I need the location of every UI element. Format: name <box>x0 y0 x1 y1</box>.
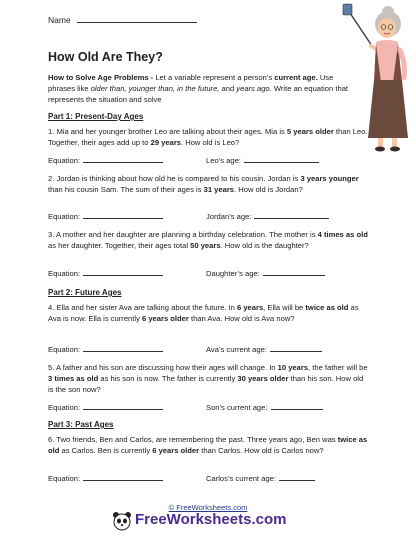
equation-line[interactable] <box>83 480 163 481</box>
question-text: . How old is the daughter? <box>220 241 309 250</box>
question-bold: 4 times as old <box>317 230 368 239</box>
name-row <box>48 15 197 25</box>
question-bold: 6 years <box>236 303 264 312</box>
question-text: than Ava. How old is Ava now? <box>188 314 295 323</box>
instructions-bold: current age. <box>274 73 318 82</box>
answer-label: Son’s current age: <box>206 403 268 412</box>
question-text: . How old is Jordan? <box>234 185 303 194</box>
equation-line[interactable] <box>83 409 163 410</box>
question-bold: twice as old <box>48 435 368 455</box>
equation-line[interactable] <box>83 275 163 276</box>
question-text: 3. A mother and her daughter are planning a birthday celebration. The mother is <box>48 230 318 239</box>
instructions-text: Let a variable represent a person’s <box>153 73 275 82</box>
instructions-text: Write an equation that represents the situation and solve <box>48 84 349 104</box>
question-text: as his son is now. The father is currently <box>98 374 238 383</box>
instructions-lead: How to Solve Age Problems - <box>48 73 154 82</box>
equation-label: Equation: <box>48 345 81 354</box>
question-6 <box>48 434 370 456</box>
instructions-text: Use phrases like <box>48 73 334 93</box>
answer-label: Carlos’s current age: <box>206 474 276 483</box>
equation-label: Equation: <box>48 403 81 412</box>
panda-logo-icon <box>112 511 132 531</box>
question-bold: 3 years younger <box>300 174 359 183</box>
question-bold: 50 years <box>190 241 221 250</box>
equation-label: Equation: <box>48 269 81 278</box>
answer-row-4 <box>48 345 378 354</box>
question-text: 5. A father and his son are discussing how their ages will change. In <box>48 363 278 372</box>
question-text: 4. Ella and her sister Ava are talking about the future. In <box>48 303 237 312</box>
answer-row-5 <box>48 403 378 412</box>
answer-label: Leo’s age: <box>206 156 241 165</box>
question-text: than Carlos. How old is Carlos now? <box>199 446 324 455</box>
equation-line[interactable] <box>83 162 163 163</box>
answer-line[interactable] <box>271 409 323 410</box>
instructions-text: and <box>219 84 237 93</box>
answer-row-6 <box>48 474 378 483</box>
page-title: How Old Are They? <box>48 50 163 64</box>
question-bold: 10 years <box>277 363 309 372</box>
part-3-heading: Part 3: Past Ages <box>48 420 114 429</box>
equation-label: Equation: <box>48 212 81 221</box>
question-text: than his son. How old is the son now? <box>48 374 364 394</box>
answer-line[interactable] <box>244 162 319 163</box>
answer-line[interactable] <box>263 275 325 276</box>
question-5 <box>48 362 370 395</box>
answer-line[interactable] <box>254 218 329 219</box>
question-text: than his cousin Sam. The sum of their ages is <box>48 185 204 194</box>
answer-row-1 <box>48 156 378 165</box>
equation-label: Equation: <box>48 474 81 483</box>
equation-label: Equation: <box>48 156 81 165</box>
question-bold: 30 years older <box>237 374 289 383</box>
answer-line[interactable] <box>279 480 315 481</box>
answer-line[interactable] <box>270 351 322 352</box>
answer-row-3 <box>48 269 378 278</box>
answer-label: Ava’s current age: <box>206 345 267 354</box>
question-1 <box>48 126 370 148</box>
name-label: Name <box>48 15 71 25</box>
question-text: as Carlos. Ben is currently <box>59 446 153 455</box>
brand-logo: FreeWorksheets.com <box>135 511 287 528</box>
question-text: 1. Mia and her younger brother Leo are talking about their ages. Mia is <box>48 127 287 136</box>
question-3 <box>48 229 370 251</box>
equation-line[interactable] <box>83 218 163 219</box>
question-bold: 6 years older <box>152 446 200 455</box>
question-text: , the father will be <box>308 363 368 372</box>
question-text: 6. Two friends, Ben and Carlos, are remembering the past. Three years ago, Ben was <box>48 435 338 444</box>
part-1-heading: Part 1: Present-Day Ages <box>48 112 144 121</box>
question-bold: 6 years older <box>141 314 189 323</box>
instructions <box>48 72 358 105</box>
question-text: 2. Jordan is thinking about how old he is compared to his cousin. Jordan is <box>48 174 301 183</box>
question-bold: twice as old <box>305 303 349 312</box>
question-bold: 29 years <box>150 138 181 147</box>
question-text: . How old is Leo? <box>181 138 240 147</box>
question-bold: 5 years older <box>286 127 334 136</box>
instructions-italic: years ago. <box>236 84 272 93</box>
name-input-line[interactable] <box>77 22 197 23</box>
question-2 <box>48 173 370 195</box>
question-text: than Leo. Together, their ages add up to <box>48 127 368 147</box>
answer-label: Daughter’s age: <box>206 269 260 278</box>
question-text: as her daughter. Together, their ages total <box>48 241 191 250</box>
answer-row-2 <box>48 212 378 221</box>
question-text: as Ava is now. Ella is currently <box>48 303 359 323</box>
copyright-link[interactable]: © FreeWorksheets.com <box>168 503 248 512</box>
question-text: , Ella will be <box>263 303 306 312</box>
question-bold: 3 times as old <box>48 374 99 383</box>
instructions-italic: older than, younger than, in the future, <box>90 84 220 93</box>
question-bold: 31 years <box>203 185 235 194</box>
question-4 <box>48 302 370 324</box>
part-2-heading: Part 2: Future Ages <box>48 288 122 297</box>
answer-label: Jordan’s age: <box>206 212 252 221</box>
equation-line[interactable] <box>83 351 163 352</box>
